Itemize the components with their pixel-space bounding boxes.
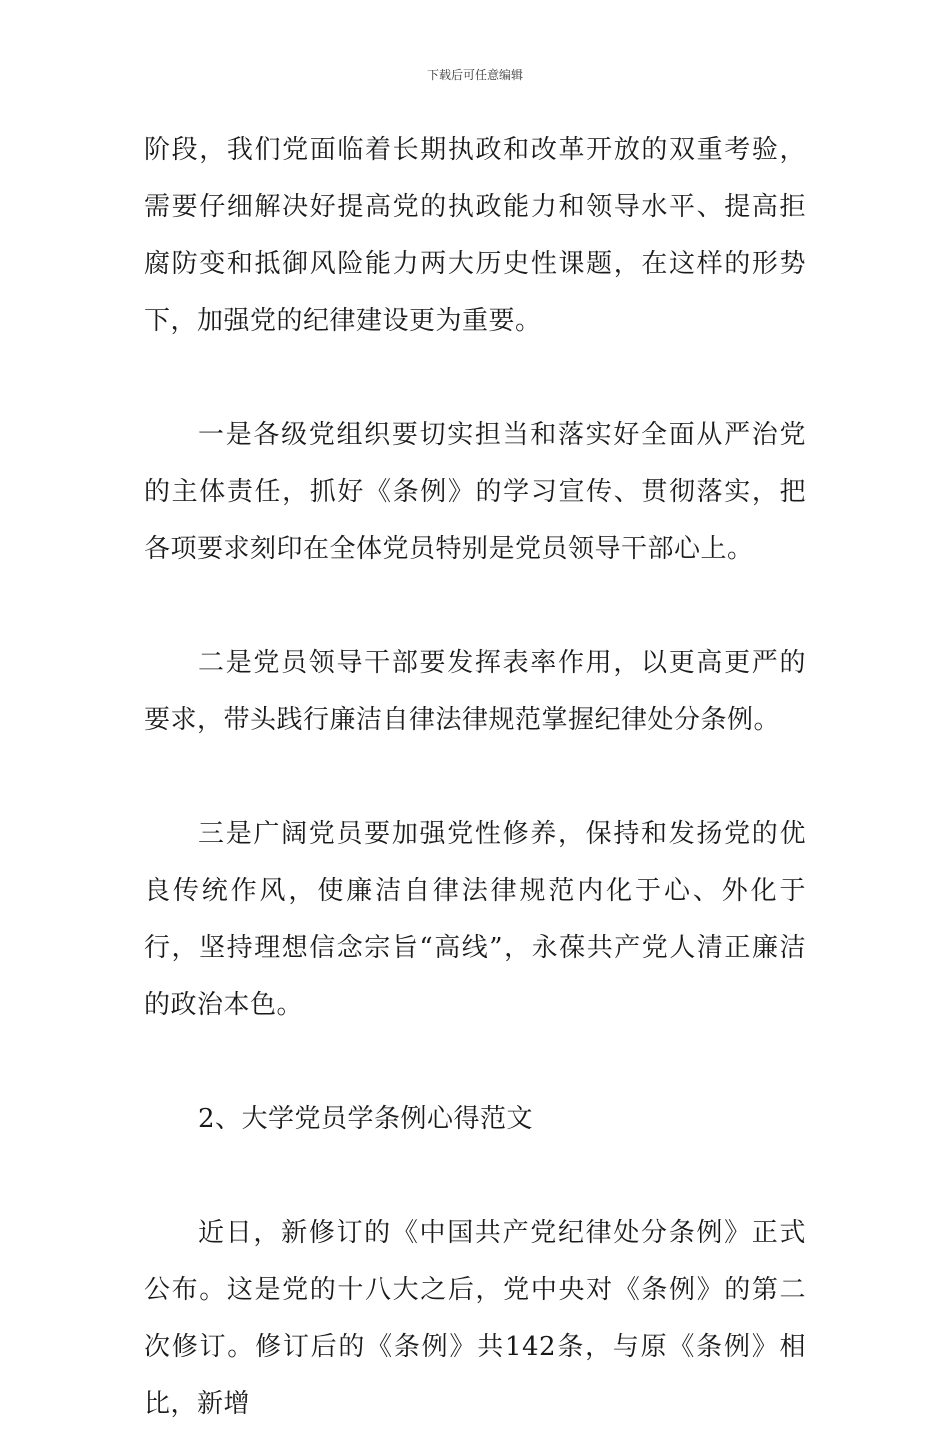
- document-body: [144, 122, 806, 1433]
- paragraph-first-point: 一是各级党组织要切实担当和落实好全面从严治党的主体责任，抓好《条例》的学习宣传、贯彻落实，把各项要求刻印在全体党员特别是党员领导干部心上。: [144, 420, 806, 564]
- paragraph-continuation: 阶段，我们党面临着长期执政和改革开放的双重考验，需要仔细解决好提高党的执政能力和领导水平、提高拒腐防变和抵御风险能力两大历史性课题，在这样的形势下，加强党的纪律建设更为重要。: [144, 135, 806, 336]
- section-heading: 2、大学党员学条例心得范文: [198, 1104, 534, 1134]
- paragraph-spacer: [144, 1034, 806, 1091]
- paragraph-spacer: [144, 749, 806, 806]
- paragraph-third-point: 三是广阔党员要加强党性修养，保持和发扬党的优良传统作风，使廉洁自律法律规范内化于心、外化于行，坚持理想信念宗旨“高线”，永葆共产党人清正廉洁的政治本色。: [144, 819, 806, 1020]
- paragraph-spacer: [144, 578, 806, 635]
- paragraph-spacer: [144, 350, 806, 407]
- page-header-note: 下载后可任意编辑: [426, 68, 523, 82]
- paragraph-intro: 近日，新修订的《中国共产党纪律处分条例》正式公布。这是党的十八大之后，党中央对《条例》的第二次修订。修订后的《条例》共142条，与原《条例》相比，新增: [144, 1218, 806, 1419]
- paragraph-second-point: 二是党员领导干部要发挥表率作用，以更高更严的要求，带头践行廉洁自律法律规范掌握纪律处分条例。: [144, 648, 806, 735]
- paragraph-spacer: [144, 1148, 806, 1205]
